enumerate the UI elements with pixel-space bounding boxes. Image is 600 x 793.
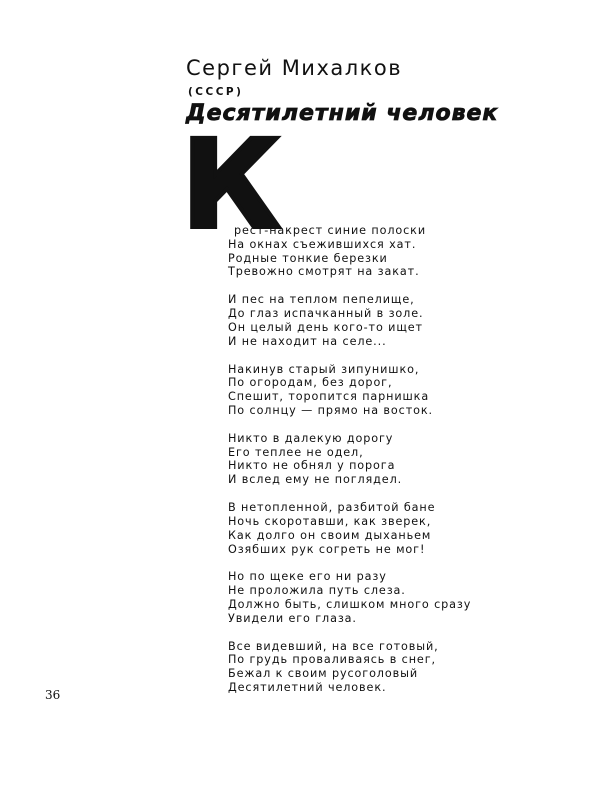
poem-line: рест-накрест синие полоски xyxy=(234,224,427,237)
poem-line: Бежал к своим русоголовый xyxy=(228,667,419,681)
author-name: Сергей Михалков xyxy=(186,56,403,80)
stanza-6 xyxy=(228,570,498,625)
poem-line: Никто в далекую дорогу xyxy=(228,431,394,445)
poem-line: Как долго он своим дыханьем xyxy=(228,528,432,542)
poem-line: Его теплее не одел, xyxy=(228,445,364,459)
poem-line: Озябших рук согреть не мог! xyxy=(228,542,426,556)
poem-line: Никто не обнял у порога xyxy=(228,459,396,473)
poem-line: Увидели его глаза. xyxy=(228,611,357,625)
poem-line: И пес на теплом пепелище, xyxy=(228,293,415,307)
drop-cap: К xyxy=(181,114,281,256)
poem-line: И не находит на селе... xyxy=(228,334,387,348)
poem-body xyxy=(228,224,498,709)
poem-line: По солнцу — прямо на восток. xyxy=(228,403,433,417)
stanza-3 xyxy=(228,363,498,418)
poem-line: Он целый день кого-то ищет xyxy=(228,320,423,334)
poem-line: Спешит, торопится парнишка xyxy=(228,390,430,404)
poem-line: Десятилетний человек. xyxy=(228,681,387,695)
stanza-2 xyxy=(228,293,498,348)
poem-title: Десятилетний человек xyxy=(186,101,499,126)
poem-line: Должно быть, слишком много сразу xyxy=(228,598,472,611)
country-label: (СССР) xyxy=(188,86,244,98)
poem-line: Все видевший, на все готовый, xyxy=(228,639,439,653)
poem-line: Не проложила путь слеза. xyxy=(228,584,406,598)
stanza-4 xyxy=(228,432,498,487)
poem-line: В нетопленной, разбитой бане xyxy=(228,501,436,515)
poem-line: По огородам, без дорог, xyxy=(228,376,393,390)
poem-line: Тревожно смотрят на закат. xyxy=(228,265,420,279)
stanza-5 xyxy=(228,501,498,556)
poem-line: Накинув старый зипунишко, xyxy=(228,362,420,376)
stanza-7 xyxy=(228,640,498,695)
page-number: 36 xyxy=(45,688,61,702)
poem-line: По грудь проваливаясь в снег, xyxy=(228,653,436,667)
poem-line: И вслед ему не поглядел. xyxy=(228,473,403,487)
poem-line: Но по щеке его ни разу xyxy=(228,570,387,584)
poem-line: На окнах съежившихся хат. xyxy=(228,237,417,251)
poem-line: До глаз испачканный в золе. xyxy=(228,307,424,321)
poem-line: Родные тонкие березки xyxy=(228,251,388,265)
poem-line: Ночь скоротавши, как зверек, xyxy=(228,514,432,528)
stanza-1 xyxy=(228,224,498,279)
